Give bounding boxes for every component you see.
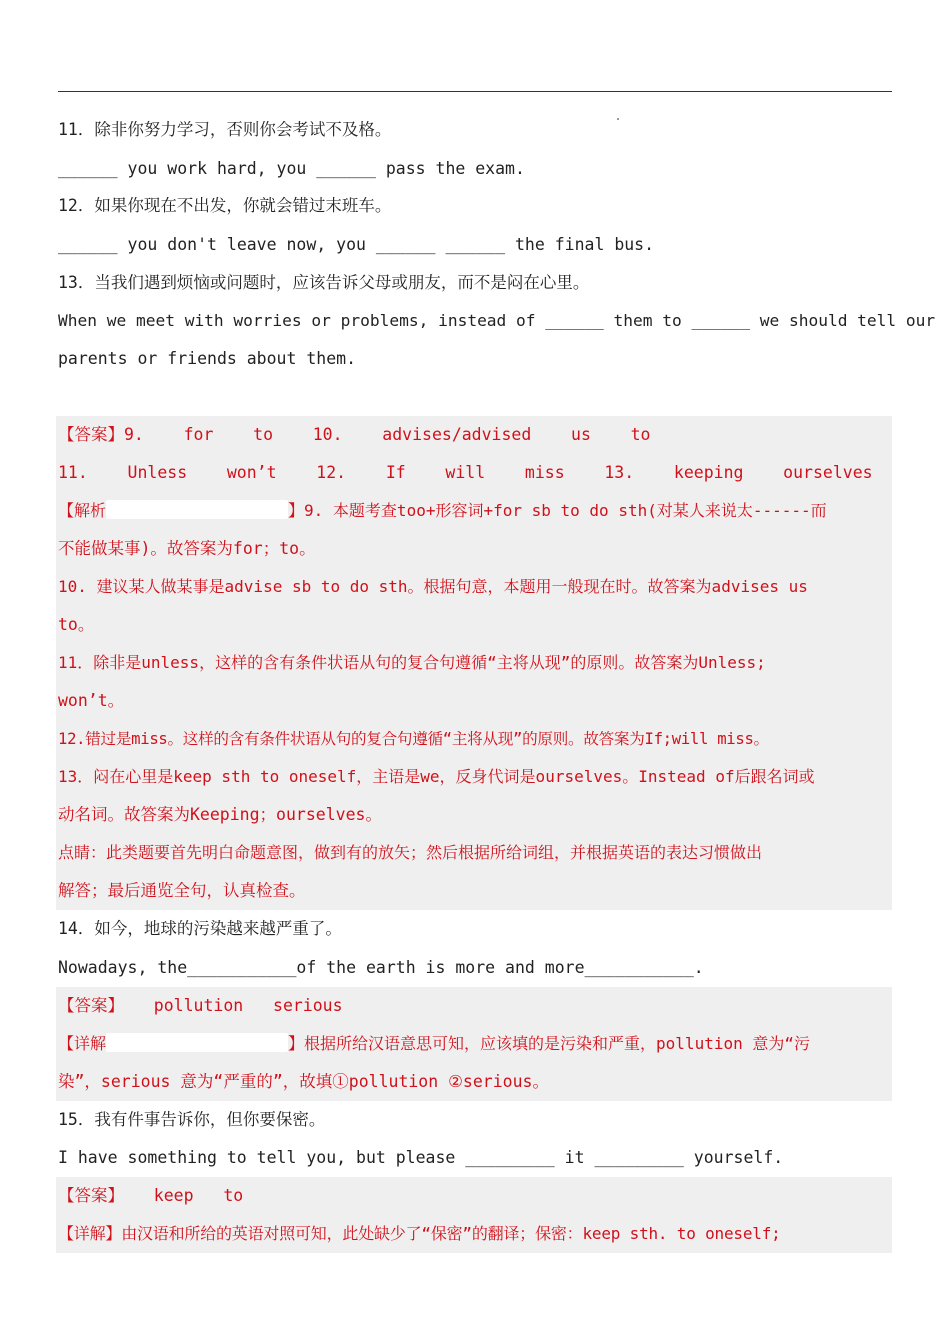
q12-blank-3[interactable]: ______ <box>445 235 506 254</box>
q12-blank-1[interactable]: ______ <box>58 235 118 254</box>
q11-text-1: you work hard, you <box>117 159 317 178</box>
q11-blank-2[interactable]: ______ <box>316 159 376 178</box>
exp10-line-2: to。 <box>58 615 95 634</box>
q13-english-line1 <box>58 302 936 340</box>
tip-line-2: 解答；最后通览全句，认真检查。 <box>58 881 306 900</box>
redaction-box <box>106 1033 288 1052</box>
tip-line-1: 点睛：此类题要首先明白命题意图，做到有的放矢；然后根据所给词组，并根据英语的表达习惯做出 <box>58 843 763 862</box>
q15-text-2: it <box>554 1148 595 1167</box>
answer-values-9-10: 9. for to 10. advises/advised us to <box>124 425 651 444</box>
q14-exp-label-open: 【详解 <box>58 1034 107 1053</box>
q12-english <box>58 226 892 264</box>
redaction-box <box>106 500 288 519</box>
q15-explanation-line <box>58 1215 892 1253</box>
exp11-line-2: won’t。 <box>58 691 125 710</box>
q12-text-2: the final bus. <box>505 235 655 254</box>
answer-label: 【答案】 <box>58 425 124 444</box>
q13-blank-2[interactable]: ______ <box>691 311 750 330</box>
q15-answer-label: 【答案】 <box>58 1186 124 1205</box>
q14-english <box>58 949 892 987</box>
q14-answer-label: 【答案】 <box>58 996 124 1015</box>
q15-exp-text: 由汉语和所给的英语对照可知，此处缺少了“保密”的翻译；保密：keep sth. to oneself; <box>121 1224 781 1243</box>
q11-blank-1[interactable]: ______ <box>58 159 118 178</box>
header-rule <box>58 91 892 92</box>
analysis-line-1 <box>58 492 892 530</box>
analysis-label-close: 】 <box>288 501 305 520</box>
q14-blank-2[interactable]: ___________ <box>584 958 694 977</box>
q11-english <box>58 150 892 188</box>
exp11-line-1: 11．除非是unless，这样的含有条件状语从句的复合句遵循“主将从现”的原则。故答案为Unless; <box>58 653 766 672</box>
q13-text-3: we should tell our <box>749 311 936 330</box>
analysis-label-open: 【解析 <box>58 501 107 520</box>
q14-answer-values: pollution serious <box>124 996 343 1015</box>
answer-line-1 <box>58 416 892 454</box>
q15-english <box>58 1139 892 1177</box>
q14-text-2: of the earth is more and more <box>296 958 585 977</box>
q12-blank-2[interactable]: ______ <box>375 235 436 254</box>
q13-blank-1[interactable]: ______ <box>545 311 604 330</box>
q14-blank-1[interactable]: ___________ <box>187 958 297 977</box>
q14-chinese: 14．如今，地球的污染越来越严重了。 <box>58 919 342 938</box>
q13-text-2: them to <box>603 311 692 330</box>
q15-blank-1[interactable]: _________ <box>465 1148 555 1167</box>
q12-space <box>436 235 446 254</box>
q14-explanation-line-1 <box>58 1025 892 1063</box>
q14-text-1: Nowadays, the <box>58 958 188 977</box>
exp9-line-1: 9. 本题考查too+形容词+for sb to do sth(对某人来说太------而 <box>304 501 827 520</box>
q15-text-1: I have something to tell you, but please <box>58 1148 466 1167</box>
q11-text-2: pass the exam. <box>375 159 525 178</box>
q11-chinese: 11．除非你努力学习，否则你会考试不及格。 <box>58 120 392 139</box>
exp13-line-2: 动名词。故答案为Keeping；ourselves。 <box>58 805 382 824</box>
q13-english-line2: parents or friends about them. <box>58 349 357 368</box>
q14-exp-label-close: 】 <box>288 1034 305 1053</box>
q15-answer-values: keep to <box>124 1186 244 1205</box>
q13-chinese: 13．当我们遇到烦恼或问题时，应该告诉父母或朋友，而不是闷在心里。 <box>58 273 590 292</box>
q12-text-1: you don't leave now, you <box>117 235 376 254</box>
exp10-line-1: 10. 建议某人做某事是advise sb to do sth。根据句意，本题用一般现在时。故答案为advises us <box>58 577 808 596</box>
exp9-line-2: 不能做某事)。故答案为for；to。 <box>58 539 316 558</box>
q13-text-1: When we meet with worries or problems, instead of <box>58 311 546 330</box>
q15-exp-label: 【详解】 <box>58 1224 122 1243</box>
q14-explanation-line-2: 染”，serious 意为“严重的”，故填①pollution ②serious。 <box>58 1072 549 1091</box>
q15-text-3: yourself. <box>683 1148 784 1167</box>
q15-blank-2[interactable]: _________ <box>594 1148 684 1167</box>
exp12-line: 12.错过是miss。这样的含有条件状语从句的复合句遵循“主将从现”的原则。故答案为If;will miss。 <box>58 730 769 748</box>
answer-values-11-13: 11. Unless won’t 12. If will miss 13. keeping ourselves <box>58 463 873 482</box>
exp13-line-1: 13．闷在心里是keep sth to oneself，主语是we，反身代词是ourselves。Instead of后跟名词或 <box>58 767 815 786</box>
q14-exp-text-1: 根据所给汉语意思可知，应该填的是污染和严重，pollution 意为“污 <box>304 1034 810 1053</box>
q15-answer-line <box>58 1177 892 1215</box>
q15-chinese: 15．我有件事告诉你，但你要保密。 <box>58 1110 326 1129</box>
q14-text-3: . <box>693 958 704 977</box>
q14-answer-line <box>58 987 892 1025</box>
q12-chinese: 12．如果你现在不出发，你就会错过末班车。 <box>58 196 392 215</box>
